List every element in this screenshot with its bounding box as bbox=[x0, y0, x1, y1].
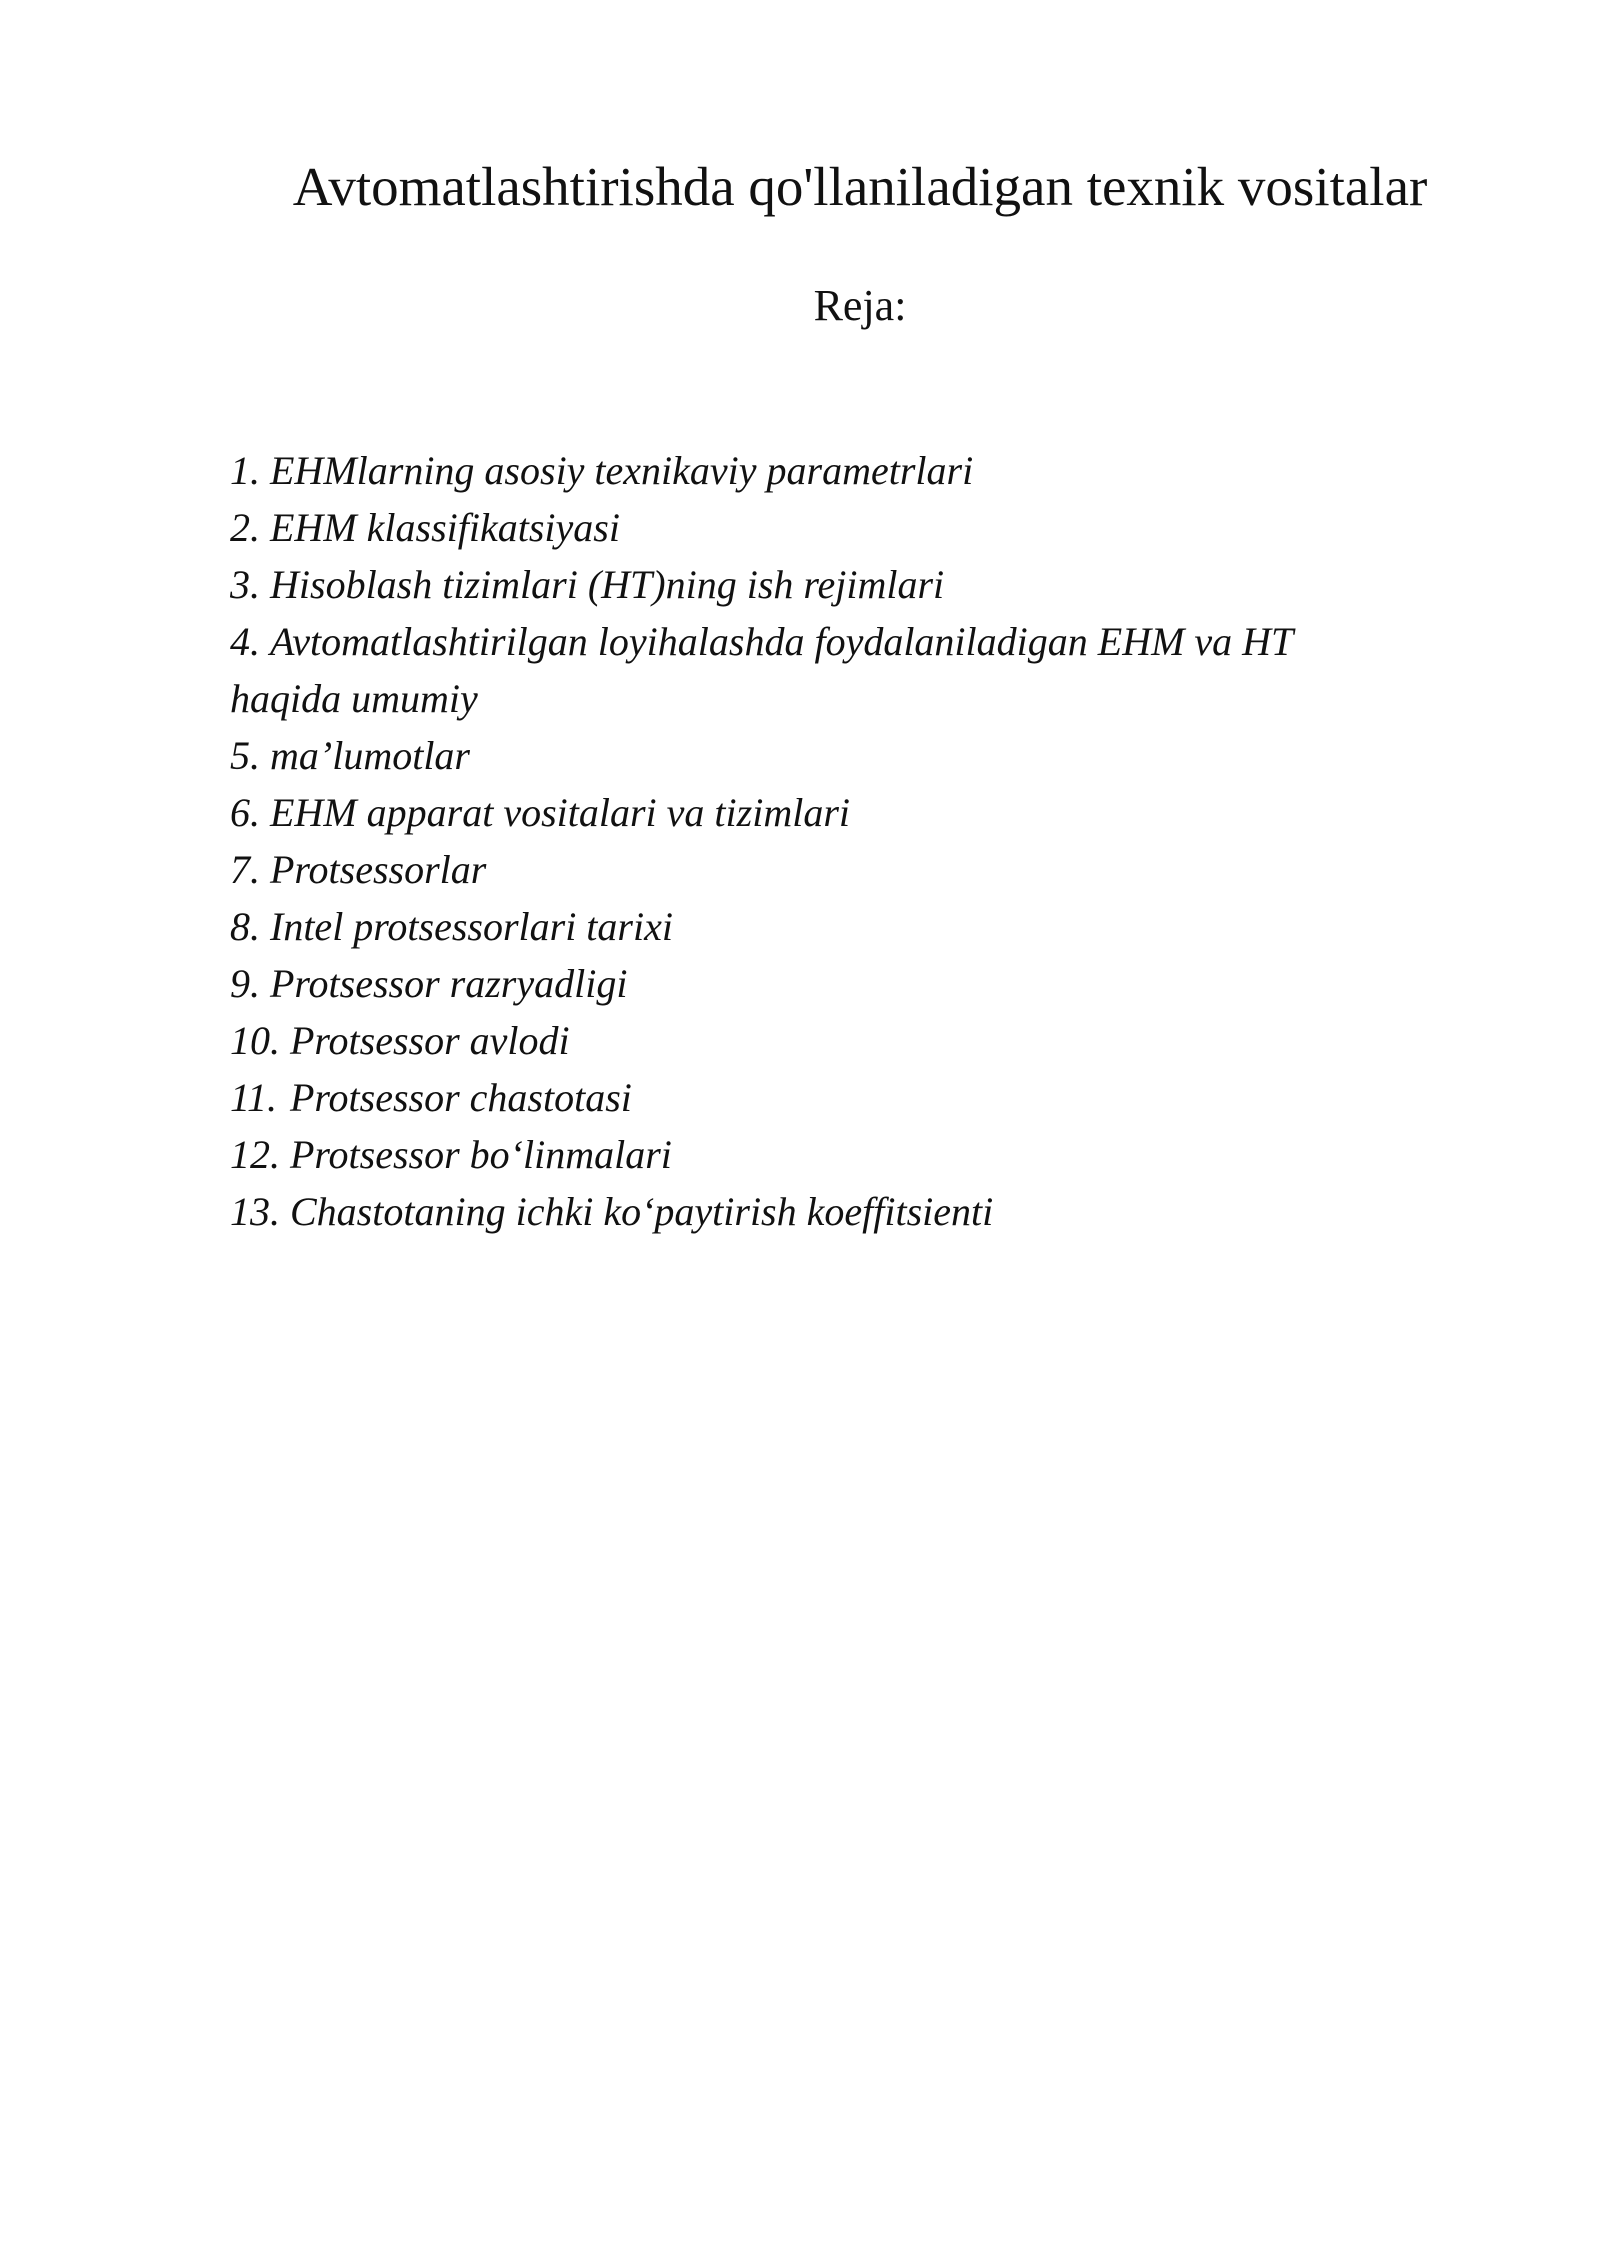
plan-item-text: Protsessor chastotasi bbox=[290, 1075, 632, 1120]
plan-item bbox=[230, 727, 1410, 784]
plan-item-number: 4. bbox=[230, 619, 260, 664]
plan-item-text: Avtomatlashtirilgan loyihalashda foydalaniladigan EHM va HT haqida umumiy bbox=[230, 619, 1293, 721]
plan-item-text: Intel protsessorlari tarixi bbox=[270, 904, 673, 949]
plan-item-text: Chastotaning ichki ko‘paytirish koeffitsienti bbox=[290, 1189, 994, 1234]
plan-item-text: EHMlarning asosiy texnikaviy parametrlari bbox=[270, 448, 974, 493]
plan-item bbox=[230, 613, 1410, 727]
plan-item-text: Protsessor razryadligi bbox=[270, 961, 628, 1006]
plan-item-number: 1. bbox=[230, 448, 260, 493]
plan-item bbox=[230, 1126, 1410, 1183]
plan-item bbox=[230, 1183, 1410, 1240]
plan-item bbox=[230, 442, 1410, 499]
plan-item-number: 8. bbox=[230, 904, 260, 949]
document-title: Avtomatlashtirishda qo'llaniladigan texnik vositalar bbox=[292, 156, 1428, 217]
plan-item-number: 12. bbox=[230, 1132, 280, 1177]
plan-item-number: 10. bbox=[230, 1018, 280, 1063]
plan-item-text: EHM apparat vositalari va tizimlari bbox=[270, 790, 850, 835]
plan-heading: Reja: bbox=[813, 281, 907, 330]
plan-item-text: Protsessorlar bbox=[270, 847, 487, 892]
plan-item-number: 3. bbox=[230, 562, 260, 607]
plan-item bbox=[230, 499, 1410, 556]
plan-item bbox=[230, 784, 1410, 841]
plan-item-number: 13. bbox=[230, 1189, 280, 1234]
plan-item bbox=[230, 955, 1410, 1012]
plan-item-text: EHM klassifikatsiyasi bbox=[270, 505, 620, 550]
plan-item-number: 7. bbox=[230, 847, 260, 892]
plan-item-number: 11. bbox=[230, 1075, 278, 1120]
plan-item bbox=[230, 1012, 1410, 1069]
plan-item-number: 2. bbox=[230, 505, 260, 550]
plan-item-number: 9. bbox=[230, 961, 260, 1006]
plan-item-text: Protsessor avlodi bbox=[290, 1018, 570, 1063]
plan-item-number: 6. bbox=[230, 790, 260, 835]
plan-item-text: ma’lumotlar bbox=[270, 733, 470, 778]
plan-item-text: Protsessor bo‘linmalari bbox=[290, 1132, 672, 1177]
plan-item-number: 5. bbox=[230, 733, 260, 778]
plan-item bbox=[230, 898, 1410, 955]
plan-item-text: Hisoblash tizimlari (HT)ning ish rejimlari bbox=[270, 562, 945, 607]
plan-item bbox=[230, 841, 1410, 898]
plan-list bbox=[230, 442, 1410, 1240]
plan-item bbox=[230, 1069, 1410, 1126]
plan-item bbox=[230, 556, 1410, 613]
